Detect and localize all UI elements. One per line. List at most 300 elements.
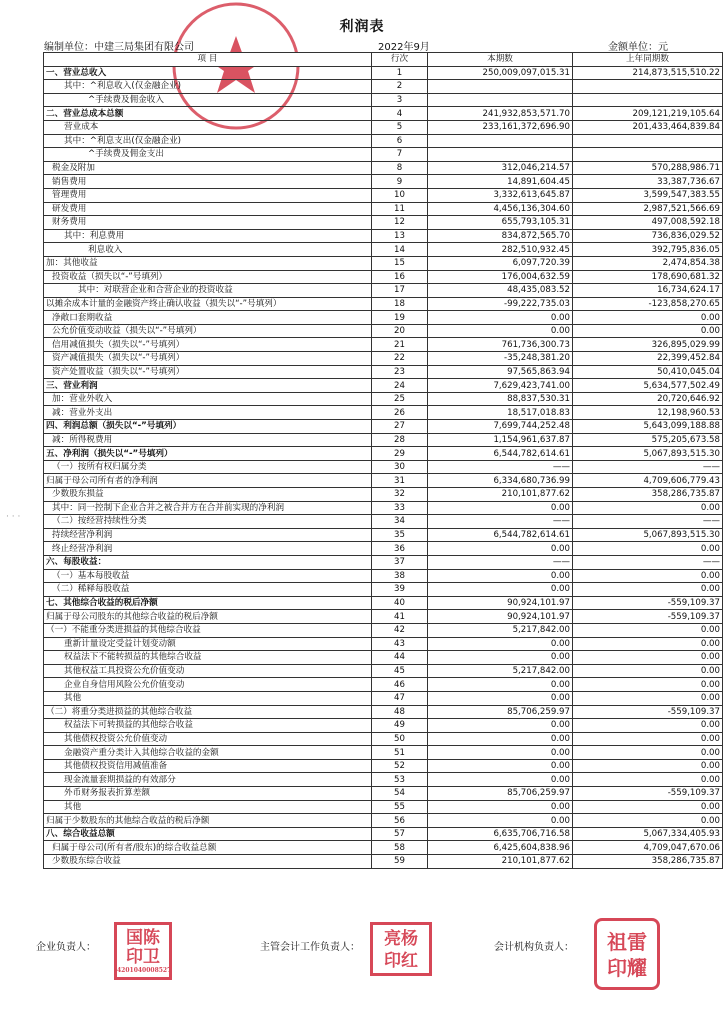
row-line-number: 51: [372, 746, 428, 760]
row-current-value: 6,334,680,736.99: [428, 474, 573, 488]
row-line-number: 38: [372, 569, 428, 583]
row-item-label: 其中：^利息支出(仅金融企业): [44, 134, 372, 148]
row-current-value: 18,517,018.83: [428, 406, 573, 420]
row-prior-value: 209,121,219,105.64: [573, 107, 723, 121]
row-prior-value: 5,067,893,515.30: [573, 528, 723, 542]
row-line-number: 52: [372, 759, 428, 773]
table-row: [44, 311, 723, 325]
row-prior-value: 0.00: [573, 623, 723, 637]
table-row: [44, 392, 723, 406]
row-item-label: （二）将重分类进损益的其他综合收益: [44, 705, 372, 719]
row-item-label: 重新计量设定受益计划变动额: [44, 637, 372, 651]
row-item-label: 资产减值损失（损失以“-”号填列）: [44, 352, 372, 366]
row-item-label: 净敞口套期收益: [44, 311, 372, 325]
table-row: [44, 773, 723, 787]
row-item-label: 其他: [44, 800, 372, 814]
row-item-label: 其他权益工具投资公允价值变动: [44, 664, 372, 678]
row-line-number: 30: [372, 460, 428, 474]
row-current-value: 90,924,101.97: [428, 596, 573, 610]
row-item-label: 加：营业外收入: [44, 392, 372, 406]
row-prior-value: [573, 93, 723, 107]
row-line-number: 45: [372, 664, 428, 678]
table-row: [44, 664, 723, 678]
table-row: [44, 569, 723, 583]
row-item-label: 利息收入: [44, 243, 372, 257]
row-item-label: 以摊余成本计量的金融资产终止确认收益（损失以“-”号填列）: [44, 297, 372, 311]
row-prior-value: ——: [573, 515, 723, 529]
row-prior-value: 12,198,960.53: [573, 406, 723, 420]
row-current-value: ——: [428, 460, 573, 474]
row-current-value: 0.00: [428, 324, 573, 338]
table-row: [44, 596, 723, 610]
table-row: [44, 651, 723, 665]
row-current-value: 0.00: [428, 311, 573, 325]
table-row: [44, 637, 723, 651]
table-row: [44, 134, 723, 148]
row-current-value: -99,222,735.03: [428, 297, 573, 311]
row-current-value: [428, 148, 573, 162]
row-item-label: ^手续费及佣金支出: [44, 148, 372, 162]
enterprise-head-stamp: 国陈 印卫 4201040008527: [114, 922, 172, 980]
row-line-number: 6: [372, 134, 428, 148]
table-row: [44, 583, 723, 597]
row-prior-value: -559,109.37: [573, 787, 723, 801]
table-row: [44, 691, 723, 705]
table-row: [44, 229, 723, 243]
table-row: [44, 759, 723, 773]
row-prior-value: 5,067,893,515.30: [573, 447, 723, 461]
row-line-number: 39: [372, 583, 428, 597]
row-current-value: 3,332,613,645.87: [428, 188, 573, 202]
row-current-value: 0.00: [428, 542, 573, 556]
row-prior-value: -123,858,270.65: [573, 297, 723, 311]
row-current-value: 6,635,706,716.58: [428, 827, 573, 841]
row-current-value: 1,154,961,637.87: [428, 433, 573, 447]
table-row: [44, 338, 723, 352]
row-prior-value: 33,387,736.67: [573, 175, 723, 189]
row-item-label: 五、净利润（损失以“-”号填列）: [44, 447, 372, 461]
row-line-number: 2: [372, 80, 428, 94]
row-item-label: 其中：^利息收入(仅金融企业): [44, 80, 372, 94]
row-prior-value: -559,109.37: [573, 610, 723, 624]
row-item-label: 税金及附加: [44, 161, 372, 175]
row-line-number: 13: [372, 229, 428, 243]
table-row: [44, 719, 723, 733]
row-prior-value: 0.00: [573, 311, 723, 325]
row-prior-value: -559,109.37: [573, 596, 723, 610]
row-prior-value: 0.00: [573, 719, 723, 733]
table-row: [44, 474, 723, 488]
table-row: [44, 188, 723, 202]
row-item-label: 一、营业总收入: [44, 66, 372, 80]
row-item-label: 其中：对联营企业和合营企业的投资收益: [44, 284, 372, 298]
table-row: [44, 678, 723, 692]
row-prior-value: 0.00: [573, 732, 723, 746]
row-prior-value: 0.00: [573, 746, 723, 760]
row-line-number: 49: [372, 719, 428, 733]
row-line-number: 34: [372, 515, 428, 529]
row-line-number: 1: [372, 66, 428, 80]
row-line-number: 31: [372, 474, 428, 488]
table-row: [44, 488, 723, 502]
row-item-label: 持续经营净利润: [44, 528, 372, 542]
row-item-label: 研发费用: [44, 202, 372, 216]
table-row: [44, 420, 723, 434]
row-prior-value: 0.00: [573, 800, 723, 814]
col-header-prior: 上年同期数: [573, 53, 723, 67]
report-period: 2022年9月: [378, 42, 430, 53]
row-prior-value: 22,399,452.84: [573, 352, 723, 366]
row-item-label: 减：所得税费用: [44, 433, 372, 447]
row-line-number: 41: [372, 610, 428, 624]
row-prior-value: 2,987,521,566.69: [573, 202, 723, 216]
row-prior-value: 201,433,464,839.84: [573, 120, 723, 134]
row-line-number: 50: [372, 732, 428, 746]
row-current-value: 655,793,105.31: [428, 216, 573, 230]
row-item-label: 信用减值损失（损失以“-”号填列）: [44, 338, 372, 352]
row-item-label: 企业自身信用风险公允价值变动: [44, 678, 372, 692]
row-prior-value: 570,288,986.71: [573, 161, 723, 175]
table-row: [44, 270, 723, 284]
row-item-label: 其他: [44, 691, 372, 705]
row-line-number: 37: [372, 555, 428, 569]
col-header-line: 行次: [372, 53, 428, 67]
row-current-value: 834,872,565.70: [428, 229, 573, 243]
row-current-value: ——: [428, 515, 573, 529]
row-current-value: ——: [428, 555, 573, 569]
row-current-value: 4,456,136,304.60: [428, 202, 573, 216]
row-line-number: 55: [372, 800, 428, 814]
row-line-number: 42: [372, 623, 428, 637]
row-line-number: 54: [372, 787, 428, 801]
row-current-value: 0.00: [428, 691, 573, 705]
row-item-label: 七、其他综合收益的税后净额: [44, 596, 372, 610]
row-prior-value: 0.00: [573, 759, 723, 773]
row-line-number: 7: [372, 148, 428, 162]
row-current-value: 0.00: [428, 719, 573, 733]
accounting-head-label: 主管会计工作负责人：: [260, 942, 360, 953]
row-current-value: 0.00: [428, 678, 573, 692]
table-row: [44, 542, 723, 556]
row-current-value: 0.00: [428, 746, 573, 760]
row-current-value: 312,046,214.57: [428, 161, 573, 175]
row-current-value: 5,217,842.00: [428, 664, 573, 678]
row-prior-value: 392,795,836.05: [573, 243, 723, 257]
row-current-value: 0.00: [428, 814, 573, 828]
scan-marks: · · ·: [6, 512, 21, 522]
row-item-label: 二、营业总成本总额: [44, 107, 372, 121]
row-line-number: 21: [372, 338, 428, 352]
row-line-number: 32: [372, 488, 428, 502]
table-row: [44, 297, 723, 311]
row-prior-value: 0.00: [573, 814, 723, 828]
row-line-number: 53: [372, 773, 428, 787]
row-prior-value: 50,410,045.04: [573, 365, 723, 379]
table-row: [44, 555, 723, 569]
row-prior-value: 178,690,681.32: [573, 270, 723, 284]
table-row: [44, 528, 723, 542]
table-row: [44, 379, 723, 393]
table-row: [44, 841, 723, 855]
row-item-label: 归属于母公司(所有者/股东)的综合收益总额: [44, 841, 372, 855]
page-title: 利润表: [339, 19, 385, 35]
row-item-label: 八、综合收益总额: [44, 827, 372, 841]
row-current-value: 0.00: [428, 800, 573, 814]
row-prior-value: 0.00: [573, 583, 723, 597]
table-row: [44, 855, 723, 869]
row-prior-value: 5,643,099,188.88: [573, 420, 723, 434]
row-prior-value: 497,008,592.18: [573, 216, 723, 230]
table-row: [44, 107, 723, 121]
table-row: [44, 365, 723, 379]
row-current-value: 88,837,530.31: [428, 392, 573, 406]
table-row: [44, 732, 723, 746]
table-row: [44, 433, 723, 447]
row-item-label: 少数股东综合收益: [44, 855, 372, 869]
row-current-value: 85,706,259.97: [428, 787, 573, 801]
row-line-number: 25: [372, 392, 428, 406]
row-prior-value: 3,599,547,383.55: [573, 188, 723, 202]
row-current-value: 0.00: [428, 651, 573, 665]
row-current-value: 233,161,372,696.90: [428, 120, 573, 134]
row-line-number: 8: [372, 161, 428, 175]
row-prior-value: 214,873,515,510.22: [573, 66, 723, 80]
row-prior-value: 0.00: [573, 501, 723, 515]
table-row: [44, 148, 723, 162]
row-line-number: 46: [372, 678, 428, 692]
row-prior-value: 0.00: [573, 678, 723, 692]
row-item-label: 其中：利息费用: [44, 229, 372, 243]
row-item-label: 投资收益（损失以“-”号填列）: [44, 270, 372, 284]
row-item-label: 减：营业外支出: [44, 406, 372, 420]
row-line-number: 40: [372, 596, 428, 610]
table-row: [44, 202, 723, 216]
accounting-head-stamp: 亮杨 印红: [370, 922, 432, 976]
row-current-value: 6,544,782,614.61: [428, 528, 573, 542]
row-prior-value: 326,895,029.99: [573, 338, 723, 352]
row-item-label: 公允价值变动收益（损失以“-”号填列）: [44, 324, 372, 338]
row-item-label: （二）稀释每股收益: [44, 583, 372, 597]
row-line-number: 3: [372, 93, 428, 107]
row-item-label: 营业成本: [44, 120, 372, 134]
row-prior-value: ——: [573, 555, 723, 569]
table-row: [44, 243, 723, 257]
row-line-number: 16: [372, 270, 428, 284]
row-item-label: （一）按所有权归属分类: [44, 460, 372, 474]
row-prior-value: 2,474,854.38: [573, 256, 723, 270]
row-item-label: 权益法下不能转损益的其他综合收益: [44, 651, 372, 665]
row-prior-value: 736,836,029.52: [573, 229, 723, 243]
row-current-value: 282,510,932.45: [428, 243, 573, 257]
row-item-label: 六、每股收益：: [44, 555, 372, 569]
row-current-value: 0.00: [428, 501, 573, 515]
row-prior-value: -559,109.37: [573, 705, 723, 719]
row-prior-value: 575,205,673.58: [573, 433, 723, 447]
row-line-number: 23: [372, 365, 428, 379]
row-item-label: （一）基本每股收益: [44, 569, 372, 583]
table-row: [44, 501, 723, 515]
row-line-number: 11: [372, 202, 428, 216]
row-prior-value: 4,709,047,670.06: [573, 841, 723, 855]
row-prior-value: 5,634,577,502.49: [573, 379, 723, 393]
row-current-value: 6,097,720.39: [428, 256, 573, 270]
table-row: [44, 216, 723, 230]
row-item-label: 金融资产重分类计入其他综合收益的金额: [44, 746, 372, 760]
table-row: [44, 406, 723, 420]
row-prior-value: 0.00: [573, 651, 723, 665]
table-row: [44, 515, 723, 529]
table-row: [44, 610, 723, 624]
row-line-number: 12: [372, 216, 428, 230]
table-row: [44, 66, 723, 80]
row-line-number: 18: [372, 297, 428, 311]
row-line-number: 35: [372, 528, 428, 542]
row-current-value: 210,101,877.62: [428, 855, 573, 869]
row-current-value: 6,544,782,614.61: [428, 447, 573, 461]
table-row: [44, 800, 723, 814]
row-current-value: 5,217,842.00: [428, 623, 573, 637]
table-row: [44, 814, 723, 828]
table-row: [44, 120, 723, 134]
row-line-number: 19: [372, 311, 428, 325]
accounting-dept-head-stamp: 祖雷 印耀: [594, 918, 660, 990]
table-row: [44, 256, 723, 270]
table-row: [44, 827, 723, 841]
row-item-label: 加：其他收益: [44, 256, 372, 270]
row-line-number: 10: [372, 188, 428, 202]
row-item-label: 财务费用: [44, 216, 372, 230]
table-row: [44, 175, 723, 189]
row-current-value: 7,629,423,741.00: [428, 379, 573, 393]
row-current-value: 90,924,101.97: [428, 610, 573, 624]
row-prior-value: 20,720,646.92: [573, 392, 723, 406]
row-line-number: 9: [372, 175, 428, 189]
income-statement-table: [43, 52, 723, 869]
row-item-label: 外币财务报表折算差额: [44, 787, 372, 801]
row-line-number: 15: [372, 256, 428, 270]
row-line-number: 58: [372, 841, 428, 855]
row-line-number: 26: [372, 406, 428, 420]
row-line-number: 24: [372, 379, 428, 393]
row-line-number: 59: [372, 855, 428, 869]
row-prior-value: 0.00: [573, 324, 723, 338]
table-row: [44, 80, 723, 94]
row-line-number: 22: [372, 352, 428, 366]
row-line-number: 28: [372, 433, 428, 447]
row-current-value: 85,706,259.97: [428, 705, 573, 719]
row-prior-value: 4,709,606,779.43: [573, 474, 723, 488]
row-line-number: 33: [372, 501, 428, 515]
row-prior-value: 0.00: [573, 664, 723, 678]
row-line-number: 43: [372, 637, 428, 651]
row-current-value: 761,736,300.73: [428, 338, 573, 352]
row-line-number: 47: [372, 691, 428, 705]
table-row: [44, 93, 723, 107]
row-current-value: 0.00: [428, 732, 573, 746]
row-line-number: 57: [372, 827, 428, 841]
row-item-label: 管理费用: [44, 188, 372, 202]
table-row: [44, 460, 723, 474]
compiler-unit: 编制单位：中建三局集团有限公司: [44, 42, 194, 53]
row-current-value: [428, 80, 573, 94]
currency-unit: 金额单位：元: [608, 42, 668, 53]
row-item-label: （一）不能重分类进损益的其他综合收益: [44, 623, 372, 637]
table-row: [44, 284, 723, 298]
row-line-number: 20: [372, 324, 428, 338]
row-current-value: 210,101,877.62: [428, 488, 573, 502]
row-current-value: [428, 134, 573, 148]
accounting-dept-head-label: 会计机构负责人：: [494, 942, 574, 953]
row-prior-value: 0.00: [573, 637, 723, 651]
row-item-label: （二）按经营持续性分类: [44, 515, 372, 529]
row-item-label: 终止经营净利润: [44, 542, 372, 556]
row-item-label: 少数股东损益: [44, 488, 372, 502]
col-header-current: 本期数: [428, 53, 573, 67]
row-current-value: 7,699,744,252.48: [428, 420, 573, 434]
row-prior-value: 16,734,624.17: [573, 284, 723, 298]
row-current-value: -35,248,381.20: [428, 352, 573, 366]
row-prior-value: 0.00: [573, 542, 723, 556]
row-current-value: 241,932,853,571.70: [428, 107, 573, 121]
table-row: [44, 324, 723, 338]
row-item-label: 销售费用: [44, 175, 372, 189]
row-line-number: 44: [372, 651, 428, 665]
row-prior-value: [573, 80, 723, 94]
row-current-value: 0.00: [428, 773, 573, 787]
row-item-label: 资产处置收益（损失以“-”号填列）: [44, 365, 372, 379]
row-line-number: 56: [372, 814, 428, 828]
row-current-value: 0.00: [428, 583, 573, 597]
row-prior-value: 358,286,735.87: [573, 488, 723, 502]
row-prior-value: [573, 148, 723, 162]
row-current-value: 0.00: [428, 759, 573, 773]
table-row: [44, 787, 723, 801]
row-current-value: 250,009,097,015.31: [428, 66, 573, 80]
row-prior-value: 358,286,735.87: [573, 855, 723, 869]
row-item-label: 其他债权投资信用减值准备: [44, 759, 372, 773]
row-item-label: 三、营业利润: [44, 379, 372, 393]
row-line-number: 36: [372, 542, 428, 556]
row-item-label: 归属于母公司所有者的净利润: [44, 474, 372, 488]
row-current-value: 0.00: [428, 569, 573, 583]
row-current-value: 0.00: [428, 637, 573, 651]
table-row: [44, 705, 723, 719]
row-line-number: 29: [372, 447, 428, 461]
row-current-value: 14,891,604.45: [428, 175, 573, 189]
row-item-label: 其中：同一控制下企业合并之被合并方在合并前实现的净利润: [44, 501, 372, 515]
row-current-value: 6,425,604,838.96: [428, 841, 573, 855]
table-row: [44, 623, 723, 637]
row-item-label: 其他债权投资公允价值变动: [44, 732, 372, 746]
row-prior-value: 5,067,334,405.93: [573, 827, 723, 841]
row-current-value: 48,435,083.52: [428, 284, 573, 298]
table-row: [44, 352, 723, 366]
enterprise-head-label: 企业负责人：: [36, 942, 96, 953]
row-item-label: 现金流量套期损益的有效部分: [44, 773, 372, 787]
table-row: [44, 161, 723, 175]
row-line-number: 48: [372, 705, 428, 719]
row-prior-value: [573, 134, 723, 148]
row-prior-value: 0.00: [573, 773, 723, 787]
row-item-label: 归属于少数股东的其他综合收益的税后净额: [44, 814, 372, 828]
row-prior-value: 0.00: [573, 569, 723, 583]
row-line-number: 27: [372, 420, 428, 434]
col-header-item: 项 目: [44, 53, 372, 67]
table-header-row: [44, 53, 723, 67]
row-current-value: 97,565,863.94: [428, 365, 573, 379]
row-item-label: 归属于母公司股东的其他综合收益的税后净额: [44, 610, 372, 624]
row-prior-value: 0.00: [573, 691, 723, 705]
